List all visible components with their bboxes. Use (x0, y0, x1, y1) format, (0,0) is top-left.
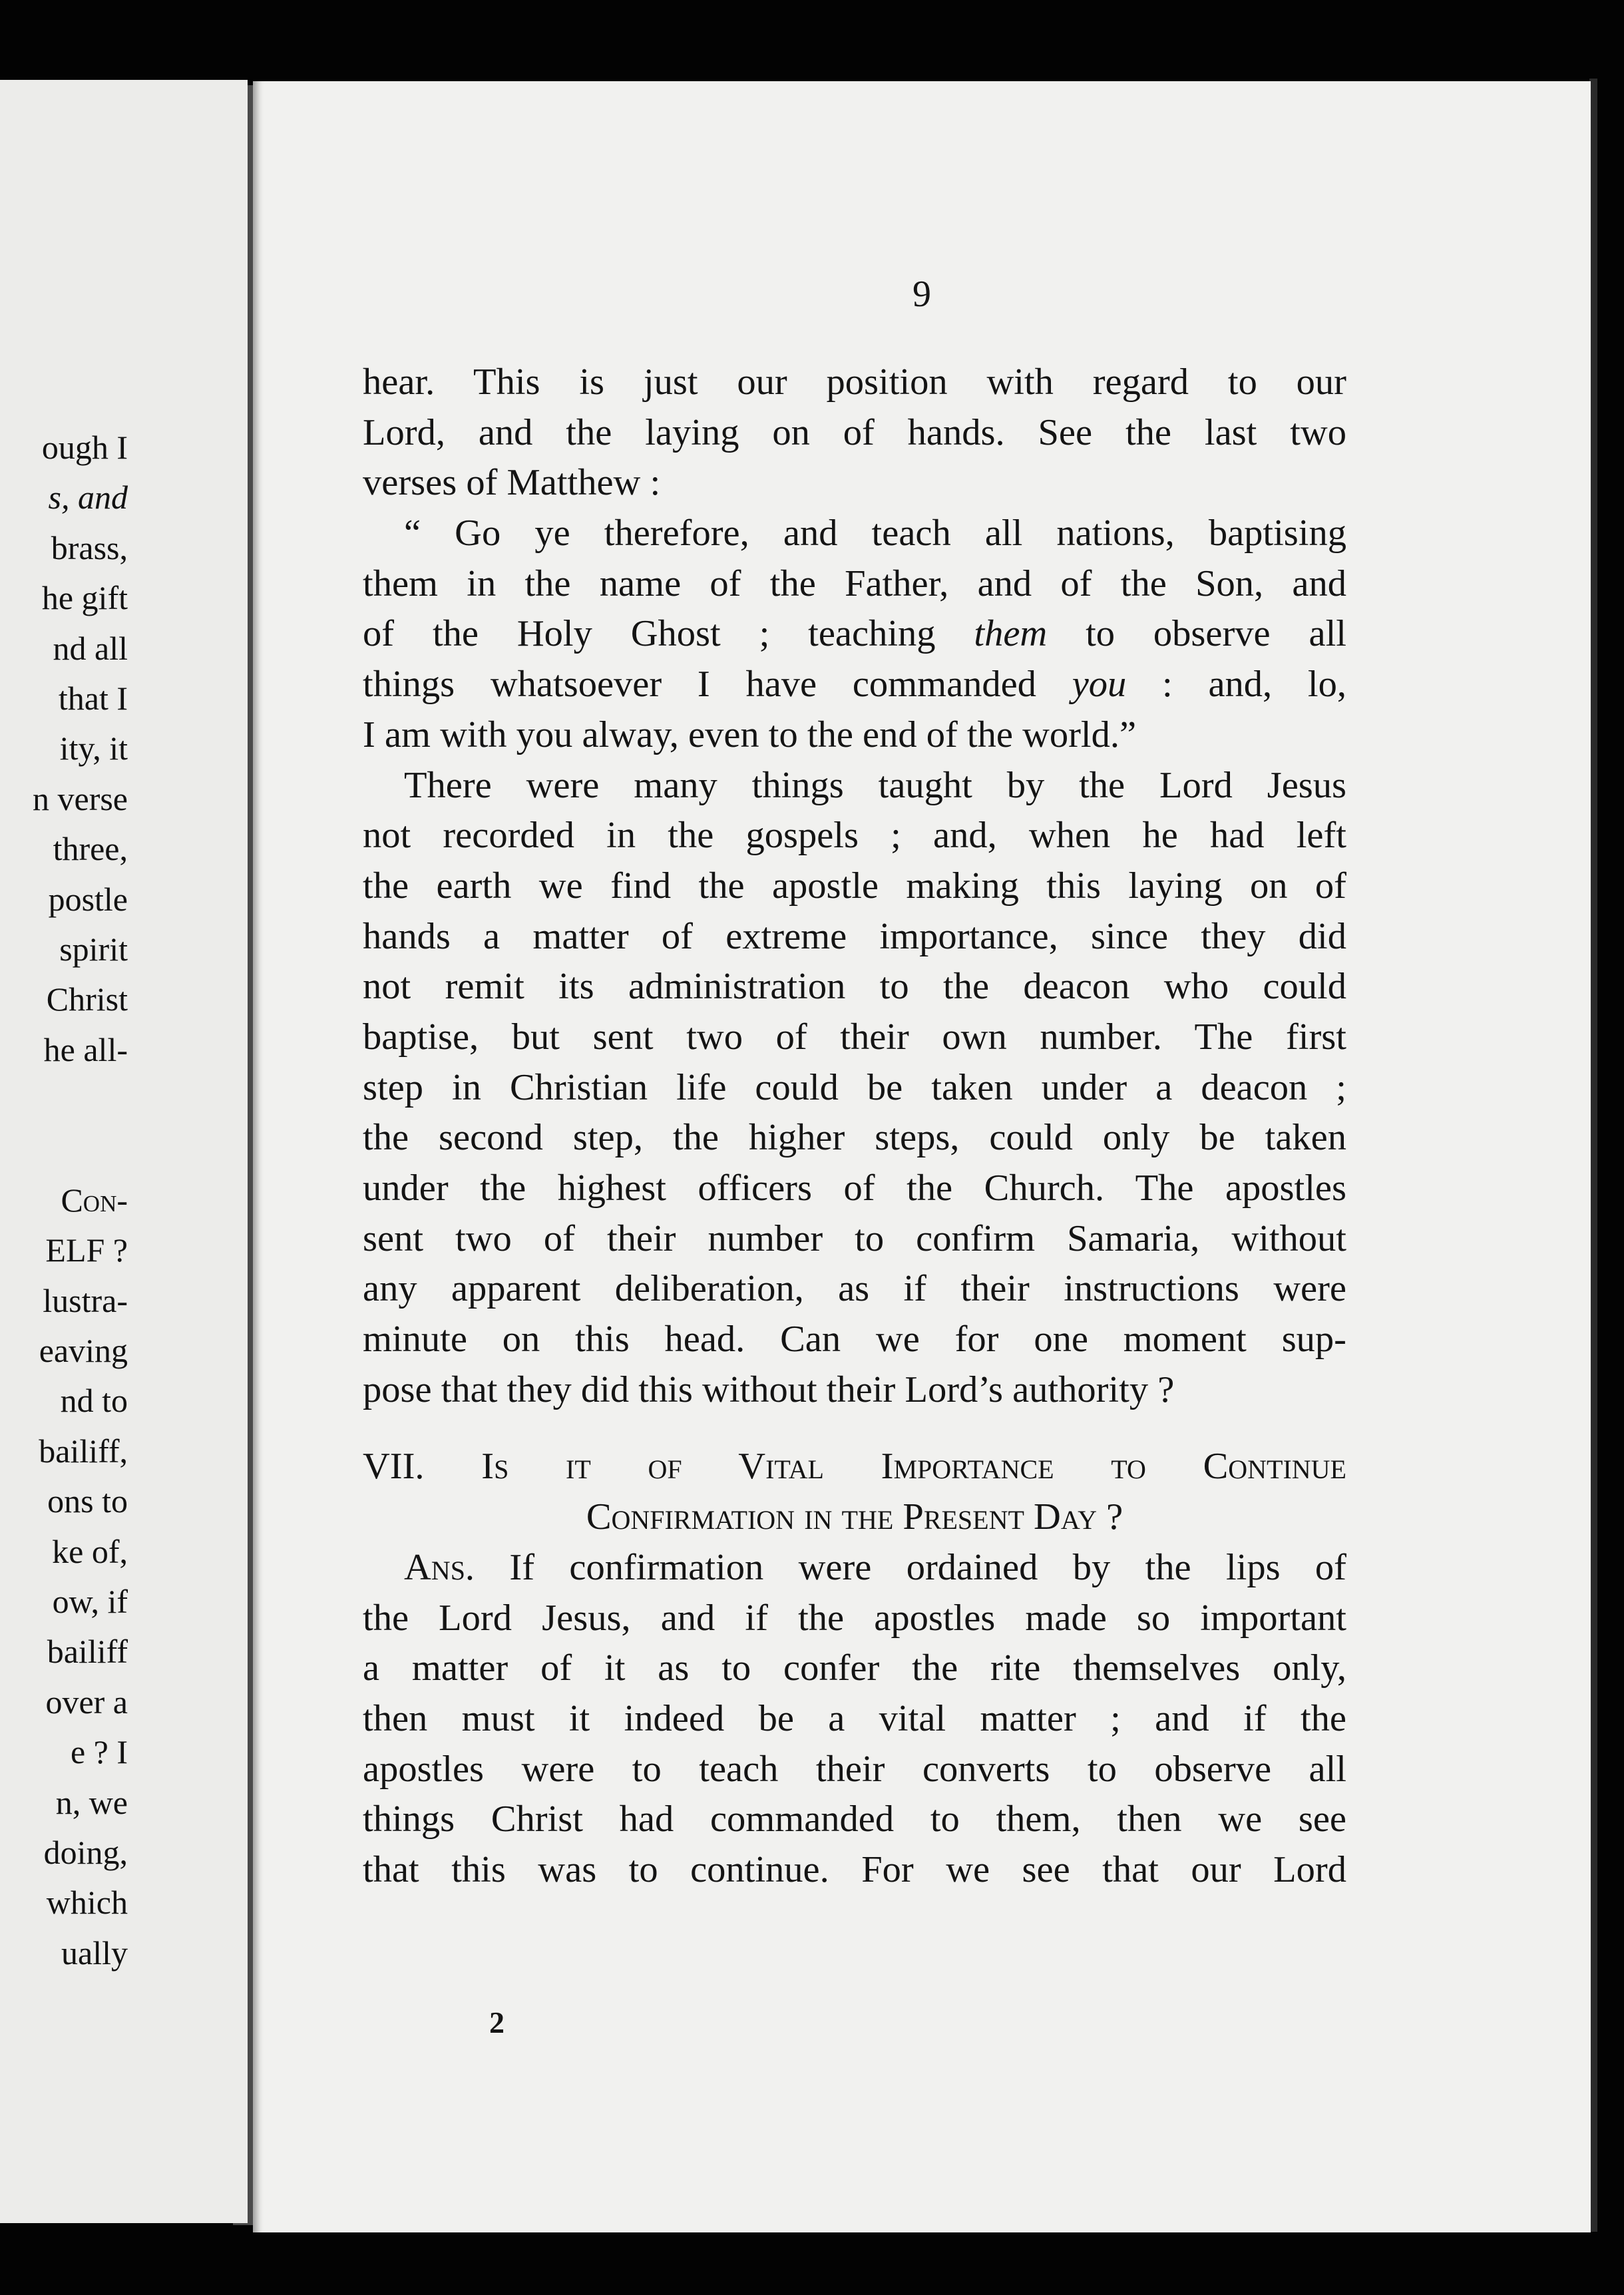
quote-line: “ Go ye therefore, and teach all nations, baptising (404, 513, 1346, 554)
section-heading: Confirmation in the Present Day ? (586, 1496, 1123, 1538)
left-line: over a (45, 1683, 128, 1721)
left-line: he all- (43, 1030, 128, 1068)
left-line: nd to (60, 1382, 128, 1420)
left-line: brass, (51, 528, 128, 566)
text-line: Lord, and the laying on of hands. See the last two (363, 411, 1346, 453)
answer-label: Ans. (404, 1546, 475, 1588)
text-line: minute on this head. Can we for one moment sup- (363, 1319, 1346, 1360)
left-line: Christ (46, 980, 128, 1018)
text-line: things Christ had commanded to them, then we see (363, 1798, 1346, 1840)
text-line: the earth we find the apostle making this laying on of (363, 865, 1346, 907)
left-line (33, 1075, 128, 1125)
left-line: s, and (48, 479, 128, 517)
left-line: ons to (47, 1482, 128, 1520)
left-line: ually (61, 1934, 128, 1972)
text-line: There were many things taught by the Lord Jesus (404, 764, 1346, 806)
body-text (363, 357, 1346, 1896)
left-line: n, we (55, 1783, 128, 1821)
text-line: that this was to continue. For we see that our Lord (363, 1848, 1346, 1890)
text-line: pose that they did this without their Lord’s authority ? (363, 1368, 1175, 1410)
left-line: ow, if (52, 1582, 128, 1620)
left-page (0, 80, 248, 2223)
left-line: e ? I (70, 1733, 128, 1771)
left-line: Con- (61, 1181, 128, 1219)
left-line: nd all (53, 629, 128, 667)
text-line: not remit its administration to the deacon who could (363, 966, 1346, 1008)
text-line: step in Christian life could be taken under a deacon ; (363, 1066, 1346, 1108)
text-line: the Lord Jesus, and if the apostles made so important (363, 1597, 1346, 1639)
text-line: not recorded in the gospels ; and, when he had left (363, 815, 1346, 857)
left-line: which (46, 1884, 128, 1922)
left-line: ough I (41, 429, 128, 466)
text-line: under the highest officers of the Church. The apostles (363, 1167, 1346, 1209)
page-number: 9 (913, 274, 931, 315)
text-line: then must it indeed be a vital matter ; and if the (363, 1697, 1346, 1739)
text-line: apostles were to teach their converts to observe all (363, 1748, 1346, 1790)
text-line: any apparent deliberation, as if their instructions were (363, 1268, 1346, 1310)
text-line: hands a matter of extreme importance, since they did (363, 915, 1346, 957)
text-line: hear. This is just our position with regard to our (363, 361, 1346, 403)
text-line: Ans. If confirmation were ordained by the lips of (404, 1546, 1346, 1588)
right-page (253, 81, 1591, 2232)
left-line: ELF ? (45, 1231, 128, 1269)
quote-line: I am with you alway, even to the end of the world.” (363, 714, 1137, 755)
quote-line: things whatsoever I have commanded you : and, lo, (363, 664, 1346, 706)
quote-line: of the Holy Ghost ; teaching them to observe all (363, 613, 1346, 655)
left-line: three, (53, 830, 128, 868)
left-line: that I (58, 679, 128, 717)
left-line: he gift (41, 579, 128, 617)
signature-mark: 2 (489, 2005, 505, 2039)
left-line: doing, (43, 1833, 128, 1871)
left-line: ke of, (52, 1532, 128, 1570)
text-line: baptise, but sent two of their own number. The first (363, 1016, 1346, 1058)
left-line: eaving (39, 1332, 128, 1370)
left-line (33, 1125, 128, 1175)
left-line: n verse (33, 779, 128, 817)
left-line: postle (48, 880, 128, 918)
left-line: spirit (59, 930, 128, 968)
text-line: sent two of their number to confirm Samaria, without (363, 1217, 1346, 1259)
section-heading: VII. Is it of Vital Importance to Continue (363, 1446, 1346, 1488)
left-line: lustra- (43, 1281, 128, 1319)
left-line: ity, it (59, 730, 128, 767)
left-line: bailiff (47, 1633, 128, 1671)
italic-word: you (1072, 664, 1127, 706)
text-line: the second step, the higher steps, could only be taken (363, 1117, 1346, 1159)
text-line: verses of Matthew : (363, 462, 661, 504)
quote-line: them in the name of the Father, and of the Son, and (363, 562, 1346, 604)
text-line: a matter of it as to confer the rite themselves only, (363, 1647, 1346, 1689)
left-line: bailiff, (39, 1432, 128, 1470)
left-page-text (33, 423, 128, 1978)
italic-word: them (974, 613, 1048, 655)
